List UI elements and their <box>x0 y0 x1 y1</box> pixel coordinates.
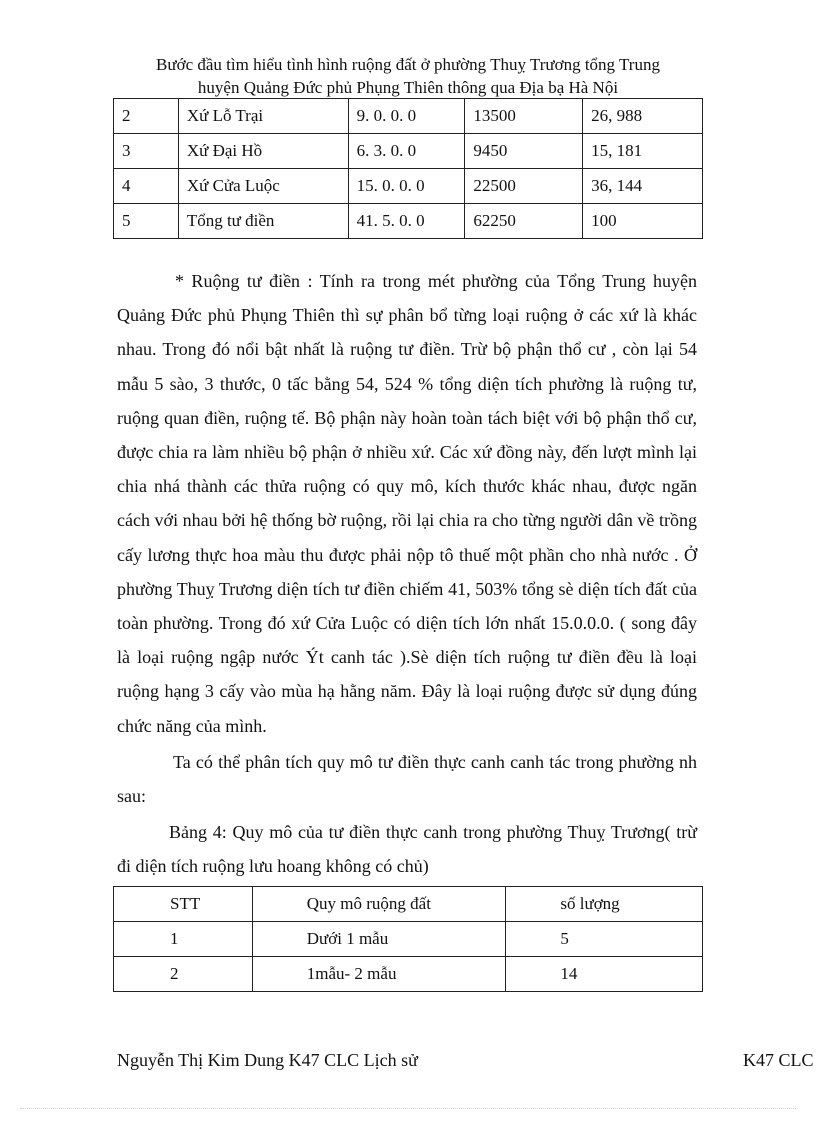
table-cell: 2 <box>114 99 179 134</box>
table-cell: 4 <box>114 169 179 204</box>
body-paragraph-intro: Ta có thể phân tích quy mô tư điền thực canh canh tác trong phường nh sau: <box>117 752 697 807</box>
table-cell: Tổng tư điền <box>178 204 348 239</box>
table-row <box>114 169 703 204</box>
table-cell: 1mẫu- 2 mẫu <box>252 957 506 992</box>
table-cell: Xứ Đại Hồ <box>178 134 348 169</box>
table-header-cell: Quy mô ruộng đất <box>252 887 506 922</box>
page-title <box>100 53 716 99</box>
footer-class: K47 CLC <box>743 1050 814 1070</box>
body-paragraph-private-fields: * Ruộng tư điền : Tính ra trong mét phường của Tổng Trung huyện Quảng Đức phủ Phụng Thiên thì sự phân bổ từng loại ruộng ở các xứ là khác nhau. Trong đó nổi bật nhất là ruộng tư điền. Trừ bộ phận thổ cư , còn lại 54 mẫu 5 sào, 3 thước, 0 tấc bằng 54, 524 % tổng diện tích phường là ruộng tư, ruộng quan điền, ruộng tế. Bộ phận này hoàn toàn tách biệt với bộ phận thổ cư, được chia ra làm nhiều bộ phận ở nhiều xứ. Các xứ đồng này, đến lượt mình lại chia nhá thành các thửa ruộng có quy mô, kích thước khác nhau, được ngăn cách với nhau bởi hệ thống bờ ruộng, rồi lại chia ra cho từng người dân về trồng cấy lương thực hoa màu thu được phải nộp tô thuế một phần cho nhà nước . Ở phường Thuỵ Trương diện tích tư điền chiếm 41, 503% tổng sè diện tích đất của toàn phường. Trong đó xứ Cửa Luộc có diện tích lớn nhất 15.0.0.0. ( song đây là loại ruộng ngập nước Ýt canh tác ).Sè diện tích ruộng tư điền đều là loại ruộng hạng 3 cấy vào mùa hạ hằng năm. Đây là loại ruộng được sử dụng đúng chức năng của mình. <box>117 271 697 736</box>
table-cell: 5 <box>114 204 179 239</box>
table-cell: 62250 <box>465 204 583 239</box>
table-cell: 15, 181 <box>583 134 703 169</box>
table-cell: 100 <box>583 204 703 239</box>
field-scale-table <box>113 886 703 992</box>
land-distribution-table <box>113 98 703 239</box>
table-header-cell: STT <box>114 887 253 922</box>
table-cell: 41. 5. 0. 0 <box>348 204 465 239</box>
table-cell: 14 <box>506 957 703 992</box>
table-row <box>114 99 703 134</box>
table-cell: 9. 0. 0. 0 <box>348 99 465 134</box>
table-cell: 36, 144 <box>583 169 703 204</box>
table-cell: Xứ Lỗ Trại <box>178 99 348 134</box>
table-cell: 15. 0. 0. 0 <box>348 169 465 204</box>
table-header-cell: số lượng <box>506 887 703 922</box>
table-cell: Dưới 1 mẫu <box>252 922 506 957</box>
table-row <box>114 204 703 239</box>
table-cell: 9450 <box>465 134 583 169</box>
table-cell: 1 <box>114 922 253 957</box>
table-row <box>114 922 703 957</box>
table-row <box>114 134 703 169</box>
table-caption: Bảng 4: Quy mô của tư điền thực canh trong phường Thuỵ Trương( trừ đi diện tích ruộng lưu hoang không có chủ) <box>117 822 697 877</box>
table-cell: Xứ Cửa Luộc <box>178 169 348 204</box>
table-cell: 22500 <box>465 169 583 204</box>
page-bottom-divider <box>20 1108 796 1109</box>
table-header-row <box>114 887 703 922</box>
table-cell: 6. 3. 0. 0 <box>348 134 465 169</box>
table-cell: 2 <box>114 957 253 992</box>
table-cell: 5 <box>506 922 703 957</box>
footer-author: Nguyễn Thị Kim Dung K47 CLC Lịch sử <box>117 1050 418 1070</box>
table-cell: 3 <box>114 134 179 169</box>
title-line-2: huyện Quảng Đức phủ Phụng Thiên thông qua Địa bạ Hà Nội <box>197 78 619 97</box>
table-cell: 13500 <box>465 99 583 134</box>
table-cell: 26, 988 <box>583 99 703 134</box>
table-row <box>114 957 703 992</box>
title-line-1: Bước đầu tìm hiểu tình hình ruộng đất ở phường Thuỵ Trương tổng Trung <box>156 55 660 74</box>
